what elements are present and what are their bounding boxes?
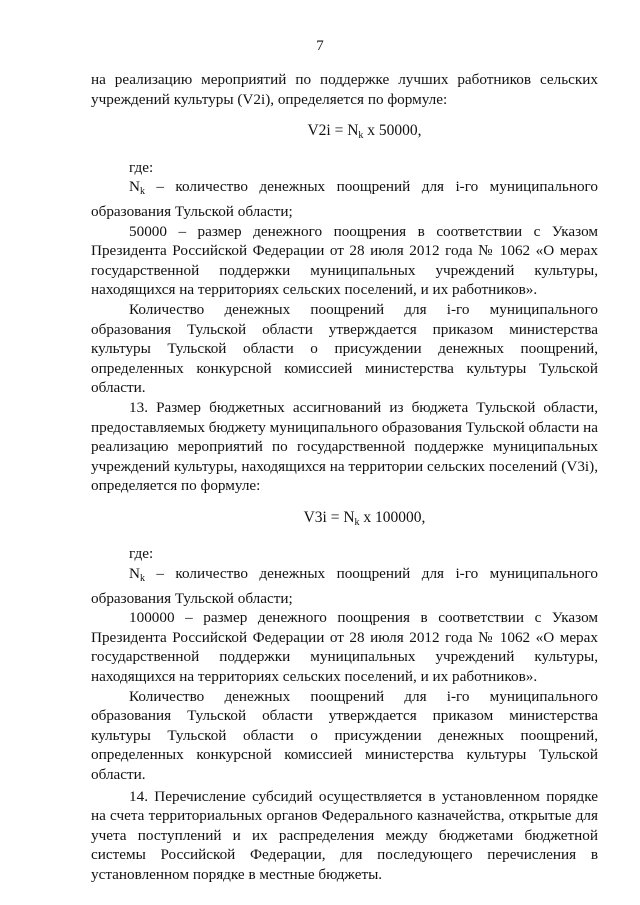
where-label-1: где:: [129, 158, 154, 176]
document-body: [91, 70, 598, 885]
formula-v2i-subscript: k: [358, 130, 364, 142]
formula-v3i-subscript: k: [354, 516, 360, 528]
nk-symbol-2: N: [129, 565, 140, 583]
where-label-2: где:: [129, 545, 154, 563]
nk-symbol-1: N: [129, 178, 140, 196]
paragraph-item-14: 14. Перечисление субсидий осуществляется в установленном порядке на счета территориальных органов Федерального казначейства, открытые для учета поступлений и их распределения между бюджетами бюджетной системы Российской Федерации, для последующего перечисления в установленном порядке в местные бюджеты.: [91, 787, 598, 883]
paragraph-nk-definition-1: [91, 177, 598, 221]
formula-v3i: [91, 508, 598, 533]
nk-text-1: – количество денежных поощрений для i-го муниципального образования Тульской области;: [91, 178, 598, 220]
formula-v3i-lhs: V3i = N: [303, 508, 355, 526]
nk-subscript-1: k: [139, 186, 145, 198]
paragraph-approval-2: Количество денежных поощрений для i-го муниципального образования Тульской области утверждается приказом министерства культуры Тульской области о присуждении денежных поощрений, определенных конкурсной комиссией министерства культуры Тульской области.: [91, 687, 598, 783]
paragraph-item-13: 13. Размер бюджетных ассигнований из бюджета Тульской области, предоставляемых бюджету муниципального образования Тульской области на реализацию мероприятий по государственной поддержке муниципальных учреждений культуры, находящихся на территории сельских поселений (V3i), определяется по формуле:: [91, 398, 598, 495]
formula-v2i-lhs: V2i = N: [307, 122, 359, 140]
formula-v2i: [91, 121, 598, 146]
formula-v2i-rhs: x 50000,: [363, 122, 422, 140]
nk-text-2: – количество денежных поощрений для i-го муниципального образования Тульской области;: [91, 565, 598, 607]
paragraph-approval-1: Количество денежных поощрений для i-го муниципального образования Тульской области утверждается приказом министерства культуры Тульской области о присуждении денежных поощрений, определенных конкурсной комиссией министерства культуры Тульской области.: [91, 300, 598, 397]
paragraph-nk-definition-2: [91, 564, 598, 608]
nk-subscript-2: k: [139, 573, 145, 585]
paragraph-amount-definition-1: 50000 – размер денежного поощрения в соответствии с Указом Президента Российской Федерации от 28 июля 2012 года № 1062 «О мерах государственной поддержки муниципальных учреждений культуры, находящихся на территориях сельских поселений, и их работников».: [91, 222, 598, 299]
formula-v3i-rhs: x 100000,: [359, 508, 426, 526]
paragraph-amount-definition-2: 100000 – размер денежного поощрения в соответствии с Указом Президента Российской Федерации от 28 июля 2012 года № 1062 «О мерах государственной поддержки муниципальных учреждений культуры, находящихся на территориях сельских поселений, и их работников».: [91, 609, 598, 686]
paragraph-v2i-intro: на реализацию мероприятий по поддержке лучших работников сельских учреждений культуры (V2i), определяется по формуле:: [91, 71, 598, 108]
page-number: 7: [316, 38, 324, 54]
